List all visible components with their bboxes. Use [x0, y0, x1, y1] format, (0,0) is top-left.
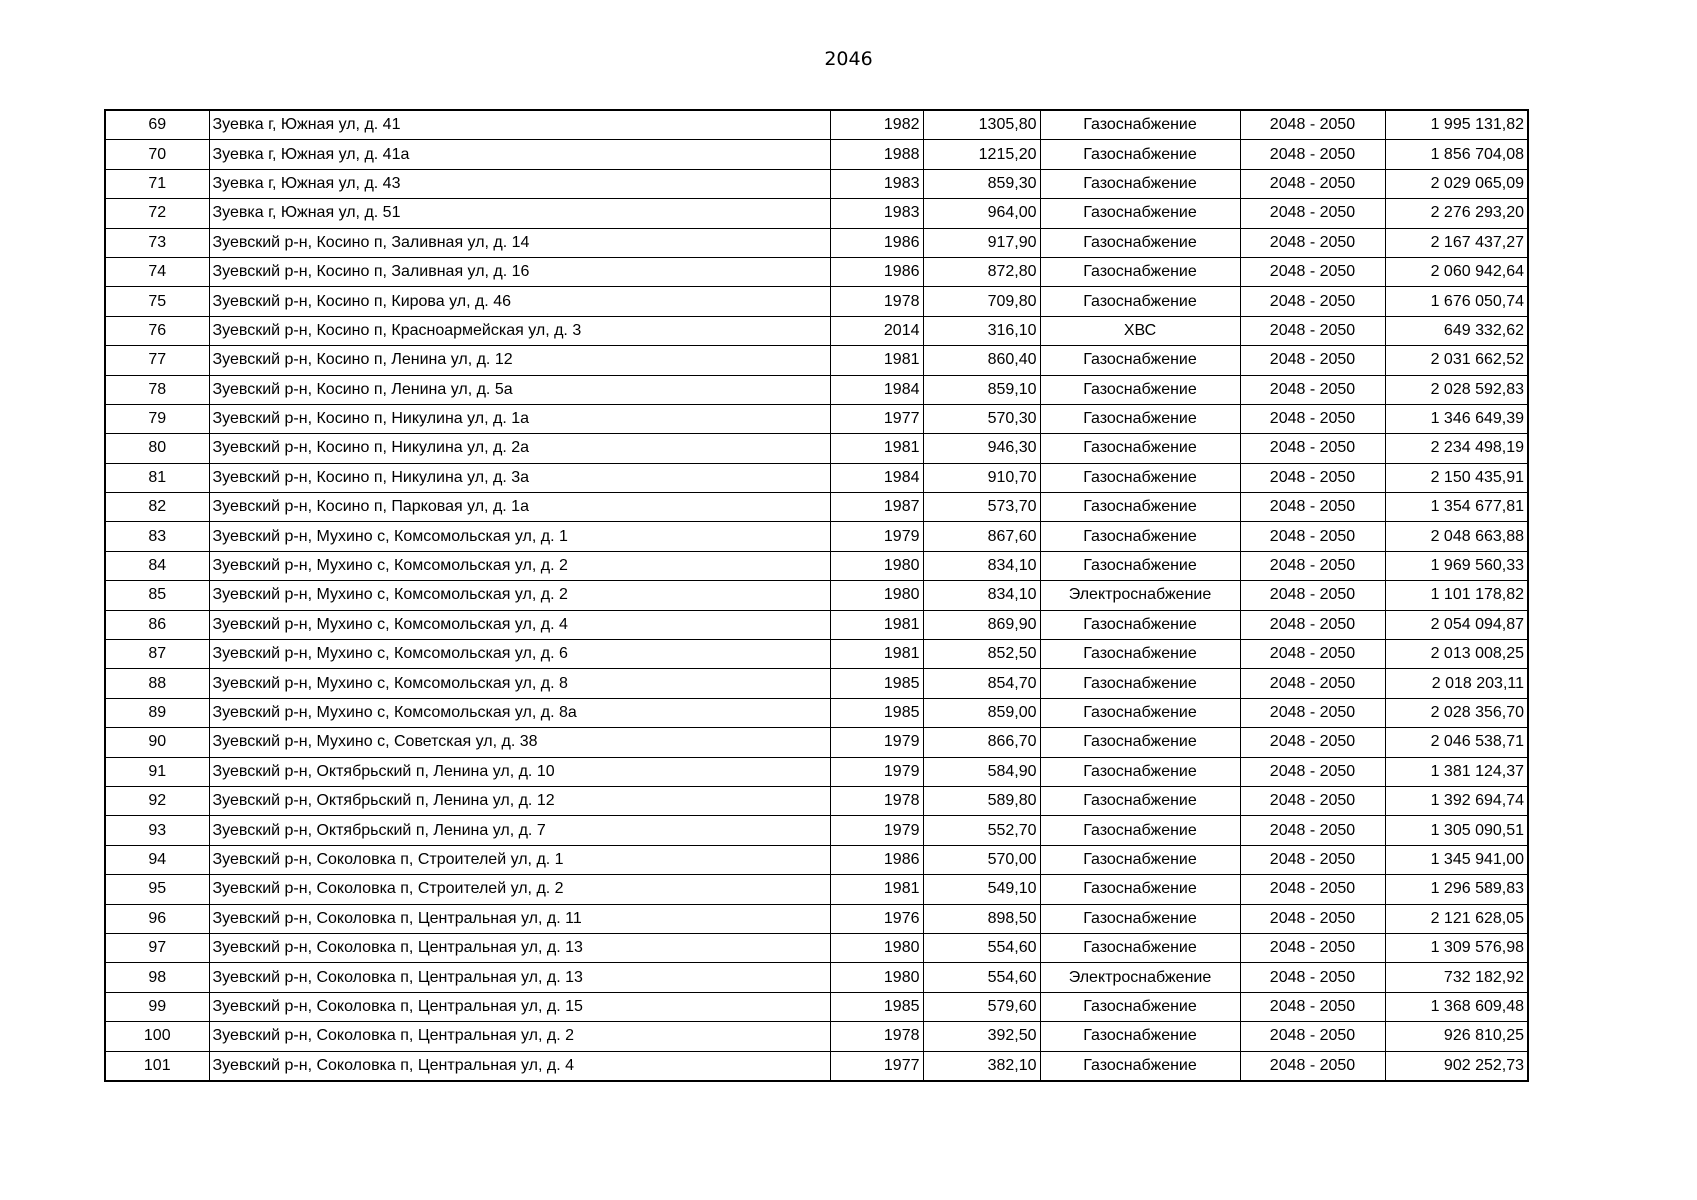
- row-number: 86: [105, 610, 209, 639]
- row-number: 72: [105, 199, 209, 228]
- area-cell: 554,60: [923, 963, 1040, 992]
- table-row: [105, 140, 1528, 169]
- table-row: [105, 757, 1528, 786]
- cost-cell: 2 018 203,11: [1385, 669, 1528, 698]
- cost-cell: 1 346 649,39: [1385, 404, 1528, 433]
- work-type-cell: Газоснабжение: [1040, 1022, 1240, 1051]
- address-cell: Зуевский р-н, Мухино с, Комсомольская ул, д. 2: [209, 581, 830, 610]
- table-row: [105, 669, 1528, 698]
- cost-cell: 1 969 560,33: [1385, 551, 1528, 580]
- year-cell: 1985: [830, 698, 923, 727]
- year-cell: 1980: [830, 963, 923, 992]
- row-number: 80: [105, 434, 209, 463]
- area-cell: 872,80: [923, 257, 1040, 286]
- row-number: 98: [105, 963, 209, 992]
- year-cell: 1985: [830, 992, 923, 1021]
- period-cell: 2048 - 2050: [1240, 110, 1385, 140]
- row-number: 75: [105, 287, 209, 316]
- row-number: 76: [105, 316, 209, 345]
- period-cell: 2048 - 2050: [1240, 1051, 1385, 1081]
- period-cell: 2048 - 2050: [1240, 316, 1385, 345]
- area-cell: 1215,20: [923, 140, 1040, 169]
- cost-cell: 1 676 050,74: [1385, 287, 1528, 316]
- row-number: 70: [105, 140, 209, 169]
- table-row: [105, 698, 1528, 727]
- cost-cell: 2 167 437,27: [1385, 228, 1528, 257]
- area-cell: 946,30: [923, 434, 1040, 463]
- year-cell: 1981: [830, 346, 923, 375]
- table-row: [105, 287, 1528, 316]
- year-cell: 1980: [830, 551, 923, 580]
- cost-cell: 2 028 356,70: [1385, 698, 1528, 727]
- address-cell: Зуевский р-н, Соколовка п, Центральная ул, д. 4: [209, 1051, 830, 1081]
- cost-cell: 2 048 663,88: [1385, 522, 1528, 551]
- table-row: [105, 434, 1528, 463]
- period-cell: 2048 - 2050: [1240, 669, 1385, 698]
- cost-cell: 1 381 124,37: [1385, 757, 1528, 786]
- area-cell: 898,50: [923, 904, 1040, 933]
- address-cell: Зуевский р-н, Косино п, Кирова ул, д. 46: [209, 287, 830, 316]
- work-type-cell: Газоснабжение: [1040, 816, 1240, 845]
- address-cell: Зуевский р-н, Мухино с, Советская ул, д. 38: [209, 728, 830, 757]
- table-row: [105, 845, 1528, 874]
- period-cell: 2048 - 2050: [1240, 698, 1385, 727]
- address-cell: Зуевский р-н, Косино п, Красноармейская ул, д. 3: [209, 316, 830, 345]
- table-row: [105, 875, 1528, 904]
- area-cell: 382,10: [923, 1051, 1040, 1081]
- address-cell: Зуевский р-н, Октябрьский п, Ленина ул, д. 7: [209, 816, 830, 845]
- cost-cell: 1 354 677,81: [1385, 493, 1528, 522]
- work-type-cell: Газоснабжение: [1040, 845, 1240, 874]
- work-type-cell: Газоснабжение: [1040, 404, 1240, 433]
- year-cell: 1985: [830, 669, 923, 698]
- address-cell: Зуевский р-н, Соколовка п, Центральная ул, д. 15: [209, 992, 830, 1021]
- table-row: [105, 169, 1528, 198]
- row-number: 101: [105, 1051, 209, 1081]
- period-cell: 2048 - 2050: [1240, 522, 1385, 551]
- cost-cell: 2 060 942,64: [1385, 257, 1528, 286]
- area-cell: 549,10: [923, 875, 1040, 904]
- table-row: [105, 228, 1528, 257]
- table-row: [105, 257, 1528, 286]
- year-cell: 1982: [830, 110, 923, 140]
- cost-cell: 1 101 178,82: [1385, 581, 1528, 610]
- row-number: 85: [105, 581, 209, 610]
- year-cell: 1981: [830, 610, 923, 639]
- period-cell: 2048 - 2050: [1240, 904, 1385, 933]
- table-row: [105, 786, 1528, 815]
- cost-cell: 1 345 941,00: [1385, 845, 1528, 874]
- address-cell: Зуевский р-н, Октябрьский п, Ленина ул, д. 12: [209, 786, 830, 815]
- row-number: 73: [105, 228, 209, 257]
- area-cell: 1305,80: [923, 110, 1040, 140]
- year-cell: 1984: [830, 375, 923, 404]
- work-type-cell: Газоснабжение: [1040, 551, 1240, 580]
- area-cell: 866,70: [923, 728, 1040, 757]
- work-type-cell: Газоснабжение: [1040, 434, 1240, 463]
- buildings-table: [104, 109, 1529, 1082]
- row-number: 79: [105, 404, 209, 433]
- address-cell: Зуевский р-н, Косино п, Заливная ул, д. 16: [209, 257, 830, 286]
- area-cell: 860,40: [923, 346, 1040, 375]
- work-type-cell: Газоснабжение: [1040, 1051, 1240, 1081]
- period-cell: 2048 - 2050: [1240, 375, 1385, 404]
- work-type-cell: Электроснабжение: [1040, 963, 1240, 992]
- work-type-cell: Газоснабжение: [1040, 375, 1240, 404]
- address-cell: Зуевский р-н, Косино п, Заливная ул, д. 14: [209, 228, 830, 257]
- address-cell: Зуевский р-н, Мухино с, Комсомольская ул, д. 6: [209, 640, 830, 669]
- cost-cell: 1 368 609,48: [1385, 992, 1528, 1021]
- row-number: 93: [105, 816, 209, 845]
- area-cell: 854,70: [923, 669, 1040, 698]
- period-cell: 2048 - 2050: [1240, 199, 1385, 228]
- table-row: [105, 640, 1528, 669]
- work-type-cell: Газоснабжение: [1040, 610, 1240, 639]
- area-cell: 834,10: [923, 581, 1040, 610]
- row-number: 88: [105, 669, 209, 698]
- cost-cell: 2 276 293,20: [1385, 199, 1528, 228]
- year-cell: 1984: [830, 463, 923, 492]
- cost-cell: 1 309 576,98: [1385, 933, 1528, 962]
- cost-cell: 1 392 694,74: [1385, 786, 1528, 815]
- address-cell: Зуевский р-н, Косино п, Ленина ул, д. 12: [209, 346, 830, 375]
- row-number: 100: [105, 1022, 209, 1051]
- work-type-cell: Газоснабжение: [1040, 992, 1240, 1021]
- address-cell: Зуевский р-н, Мухино с, Комсомольская ул, д. 8: [209, 669, 830, 698]
- year-cell: 1979: [830, 728, 923, 757]
- row-number: 69: [105, 110, 209, 140]
- year-cell: 1981: [830, 875, 923, 904]
- work-type-cell: Газоснабжение: [1040, 257, 1240, 286]
- table-row: [105, 493, 1528, 522]
- work-type-cell: Газоснабжение: [1040, 140, 1240, 169]
- address-cell: Зуевский р-н, Мухино с, Комсомольская ул, д. 1: [209, 522, 830, 551]
- period-cell: 2048 - 2050: [1240, 933, 1385, 962]
- table-row: [105, 463, 1528, 492]
- period-cell: 2048 - 2050: [1240, 493, 1385, 522]
- table-row: [105, 728, 1528, 757]
- year-cell: 1983: [830, 199, 923, 228]
- cost-cell: 2 028 592,83: [1385, 375, 1528, 404]
- area-cell: 917,90: [923, 228, 1040, 257]
- address-cell: Зуевка г, Южная ул, д. 51: [209, 199, 830, 228]
- row-number: 90: [105, 728, 209, 757]
- cost-cell: 2 013 008,25: [1385, 640, 1528, 669]
- area-cell: 584,90: [923, 757, 1040, 786]
- period-cell: 2048 - 2050: [1240, 786, 1385, 815]
- year-cell: 1978: [830, 1022, 923, 1051]
- row-number: 83: [105, 522, 209, 551]
- work-type-cell: Газоснабжение: [1040, 904, 1240, 933]
- area-cell: 852,50: [923, 640, 1040, 669]
- row-number: 84: [105, 551, 209, 580]
- area-cell: 316,10: [923, 316, 1040, 345]
- area-cell: 859,10: [923, 375, 1040, 404]
- work-type-cell: Газоснабжение: [1040, 346, 1240, 375]
- period-cell: 2048 - 2050: [1240, 963, 1385, 992]
- area-cell: 859,30: [923, 169, 1040, 198]
- work-type-cell: Газоснабжение: [1040, 786, 1240, 815]
- year-cell: 1978: [830, 287, 923, 316]
- period-cell: 2048 - 2050: [1240, 875, 1385, 904]
- area-cell: 910,70: [923, 463, 1040, 492]
- period-cell: 2048 - 2050: [1240, 463, 1385, 492]
- work-type-cell: Газоснабжение: [1040, 728, 1240, 757]
- year-cell: 1981: [830, 434, 923, 463]
- area-cell: 573,70: [923, 493, 1040, 522]
- work-type-cell: ХВС: [1040, 316, 1240, 345]
- area-cell: 834,10: [923, 551, 1040, 580]
- year-cell: 1986: [830, 257, 923, 286]
- period-cell: 2048 - 2050: [1240, 346, 1385, 375]
- area-cell: 867,60: [923, 522, 1040, 551]
- table-row: [105, 375, 1528, 404]
- cost-cell: 2 029 065,09: [1385, 169, 1528, 198]
- address-cell: Зуевский р-н, Соколовка п, Центральная ул, д. 2: [209, 1022, 830, 1051]
- cost-cell: 2 054 094,87: [1385, 610, 1528, 639]
- table-row: [105, 346, 1528, 375]
- year-cell: 1987: [830, 493, 923, 522]
- year-cell: 1979: [830, 757, 923, 786]
- address-cell: Зуевский р-н, Соколовка п, Строителей ул, д. 1: [209, 845, 830, 874]
- row-number: 96: [105, 904, 209, 933]
- table-row: [105, 404, 1528, 433]
- cost-cell: 1 856 704,08: [1385, 140, 1528, 169]
- row-number: 78: [105, 375, 209, 404]
- year-cell: 1979: [830, 816, 923, 845]
- table-row: [105, 610, 1528, 639]
- address-cell: Зуевский р-н, Косино п, Ленина ул, д. 5а: [209, 375, 830, 404]
- period-cell: 2048 - 2050: [1240, 228, 1385, 257]
- address-cell: Зуевский р-н, Соколовка п, Центральная ул, д. 13: [209, 963, 830, 992]
- period-cell: 2048 - 2050: [1240, 992, 1385, 1021]
- address-cell: Зуевский р-н, Соколовка п, Центральная ул, д. 11: [209, 904, 830, 933]
- area-cell: 570,30: [923, 404, 1040, 433]
- table-row: [105, 933, 1528, 962]
- row-number: 74: [105, 257, 209, 286]
- address-cell: Зуевский р-н, Косино п, Парковая ул, д. 1а: [209, 493, 830, 522]
- address-cell: Зуевский р-н, Мухино с, Комсомольская ул, д. 8а: [209, 698, 830, 727]
- table-row: [105, 816, 1528, 845]
- year-cell: 1981: [830, 640, 923, 669]
- cost-cell: 1 305 090,51: [1385, 816, 1528, 845]
- row-number: 97: [105, 933, 209, 962]
- table-row: [105, 581, 1528, 610]
- work-type-cell: Газоснабжение: [1040, 875, 1240, 904]
- area-cell: 859,00: [923, 698, 1040, 727]
- row-number: 92: [105, 786, 209, 815]
- work-type-cell: Газоснабжение: [1040, 757, 1240, 786]
- period-cell: 2048 - 2050: [1240, 434, 1385, 463]
- area-cell: 392,50: [923, 1022, 1040, 1051]
- address-cell: Зуевский р-н, Мухино с, Комсомольская ул, д. 2: [209, 551, 830, 580]
- table-row: [105, 963, 1528, 992]
- table-row: [105, 904, 1528, 933]
- address-cell: Зуевский р-н, Мухино с, Комсомольская ул, д. 4: [209, 610, 830, 639]
- year-cell: 1980: [830, 581, 923, 610]
- row-number: 77: [105, 346, 209, 375]
- area-cell: 579,60: [923, 992, 1040, 1021]
- area-cell: 552,70: [923, 816, 1040, 845]
- area-cell: 869,90: [923, 610, 1040, 639]
- work-type-cell: Электроснабжение: [1040, 581, 1240, 610]
- row-number: 82: [105, 493, 209, 522]
- address-cell: Зуевский р-н, Октябрьский п, Ленина ул, д. 10: [209, 757, 830, 786]
- period-cell: 2048 - 2050: [1240, 610, 1385, 639]
- address-cell: Зуевский р-н, Соколовка п, Центральная ул, д. 13: [209, 933, 830, 962]
- cost-cell: 2 121 628,05: [1385, 904, 1528, 933]
- table-row: [105, 316, 1528, 345]
- year-cell: 1979: [830, 522, 923, 551]
- table-row: [105, 992, 1528, 1021]
- cost-cell: 1 995 131,82: [1385, 110, 1528, 140]
- work-type-cell: Газоснабжение: [1040, 522, 1240, 551]
- area-cell: 709,80: [923, 287, 1040, 316]
- cost-cell: 2 046 538,71: [1385, 728, 1528, 757]
- table-row: [105, 110, 1528, 140]
- work-type-cell: Газоснабжение: [1040, 228, 1240, 257]
- area-cell: 570,00: [923, 845, 1040, 874]
- period-cell: 2048 - 2050: [1240, 640, 1385, 669]
- period-cell: 2048 - 2050: [1240, 140, 1385, 169]
- period-cell: 2048 - 2050: [1240, 845, 1385, 874]
- period-cell: 2048 - 2050: [1240, 816, 1385, 845]
- table-row: [105, 199, 1528, 228]
- cost-cell: 649 332,62: [1385, 316, 1528, 345]
- work-type-cell: Газоснабжение: [1040, 640, 1240, 669]
- row-number: 71: [105, 169, 209, 198]
- area-cell: 589,80: [923, 786, 1040, 815]
- row-number: 89: [105, 698, 209, 727]
- address-cell: Зуевский р-н, Косино п, Никулина ул, д. 2а: [209, 434, 830, 463]
- year-cell: 2014: [830, 316, 923, 345]
- year-cell: 1978: [830, 786, 923, 815]
- address-cell: Зуевка г, Южная ул, д. 43: [209, 169, 830, 198]
- cost-cell: 2 150 435,91: [1385, 463, 1528, 492]
- address-cell: Зуевский р-н, Косино п, Никулина ул, д. 3а: [209, 463, 830, 492]
- work-type-cell: Газоснабжение: [1040, 669, 1240, 698]
- page-number: 2046: [824, 48, 873, 70]
- year-cell: 1983: [830, 169, 923, 198]
- row-number: 81: [105, 463, 209, 492]
- table-row: [105, 551, 1528, 580]
- period-cell: 2048 - 2050: [1240, 169, 1385, 198]
- row-number: 99: [105, 992, 209, 1021]
- address-cell: Зуевский р-н, Соколовка п, Строителей ул, д. 2: [209, 875, 830, 904]
- period-cell: 2048 - 2050: [1240, 581, 1385, 610]
- year-cell: 1988: [830, 140, 923, 169]
- period-cell: 2048 - 2050: [1240, 404, 1385, 433]
- work-type-cell: Газоснабжение: [1040, 463, 1240, 492]
- period-cell: 2048 - 2050: [1240, 551, 1385, 580]
- area-cell: 554,60: [923, 933, 1040, 962]
- cost-cell: 902 252,73: [1385, 1051, 1528, 1081]
- address-cell: Зуевка г, Южная ул, д. 41а: [209, 140, 830, 169]
- row-number: 87: [105, 640, 209, 669]
- table-row: [105, 1051, 1528, 1081]
- row-number: 94: [105, 845, 209, 874]
- cost-cell: 2 031 662,52: [1385, 346, 1528, 375]
- work-type-cell: Газоснабжение: [1040, 287, 1240, 316]
- address-cell: Зуевский р-н, Косино п, Никулина ул, д. 1а: [209, 404, 830, 433]
- cost-cell: 732 182,92: [1385, 963, 1528, 992]
- table-row: [105, 1022, 1528, 1051]
- year-cell: 1977: [830, 404, 923, 433]
- cost-cell: 1 296 589,83: [1385, 875, 1528, 904]
- row-number: 91: [105, 757, 209, 786]
- address-cell: Зуевка г, Южная ул, д. 41: [209, 110, 830, 140]
- area-cell: 964,00: [923, 199, 1040, 228]
- cost-cell: 926 810,25: [1385, 1022, 1528, 1051]
- period-cell: 2048 - 2050: [1240, 757, 1385, 786]
- year-cell: 1986: [830, 228, 923, 257]
- cost-cell: 2 234 498,19: [1385, 434, 1528, 463]
- work-type-cell: Газоснабжение: [1040, 169, 1240, 198]
- work-type-cell: Газоснабжение: [1040, 698, 1240, 727]
- table-row: [105, 522, 1528, 551]
- work-type-cell: Газоснабжение: [1040, 933, 1240, 962]
- year-cell: 1986: [830, 845, 923, 874]
- year-cell: 1976: [830, 904, 923, 933]
- work-type-cell: Газоснабжение: [1040, 199, 1240, 228]
- table-body: [105, 110, 1528, 1081]
- period-cell: 2048 - 2050: [1240, 287, 1385, 316]
- row-number: 95: [105, 875, 209, 904]
- period-cell: 2048 - 2050: [1240, 1022, 1385, 1051]
- work-type-cell: Газоснабжение: [1040, 493, 1240, 522]
- period-cell: 2048 - 2050: [1240, 728, 1385, 757]
- period-cell: 2048 - 2050: [1240, 257, 1385, 286]
- year-cell: 1980: [830, 933, 923, 962]
- year-cell: 1977: [830, 1051, 923, 1081]
- work-type-cell: Газоснабжение: [1040, 110, 1240, 140]
